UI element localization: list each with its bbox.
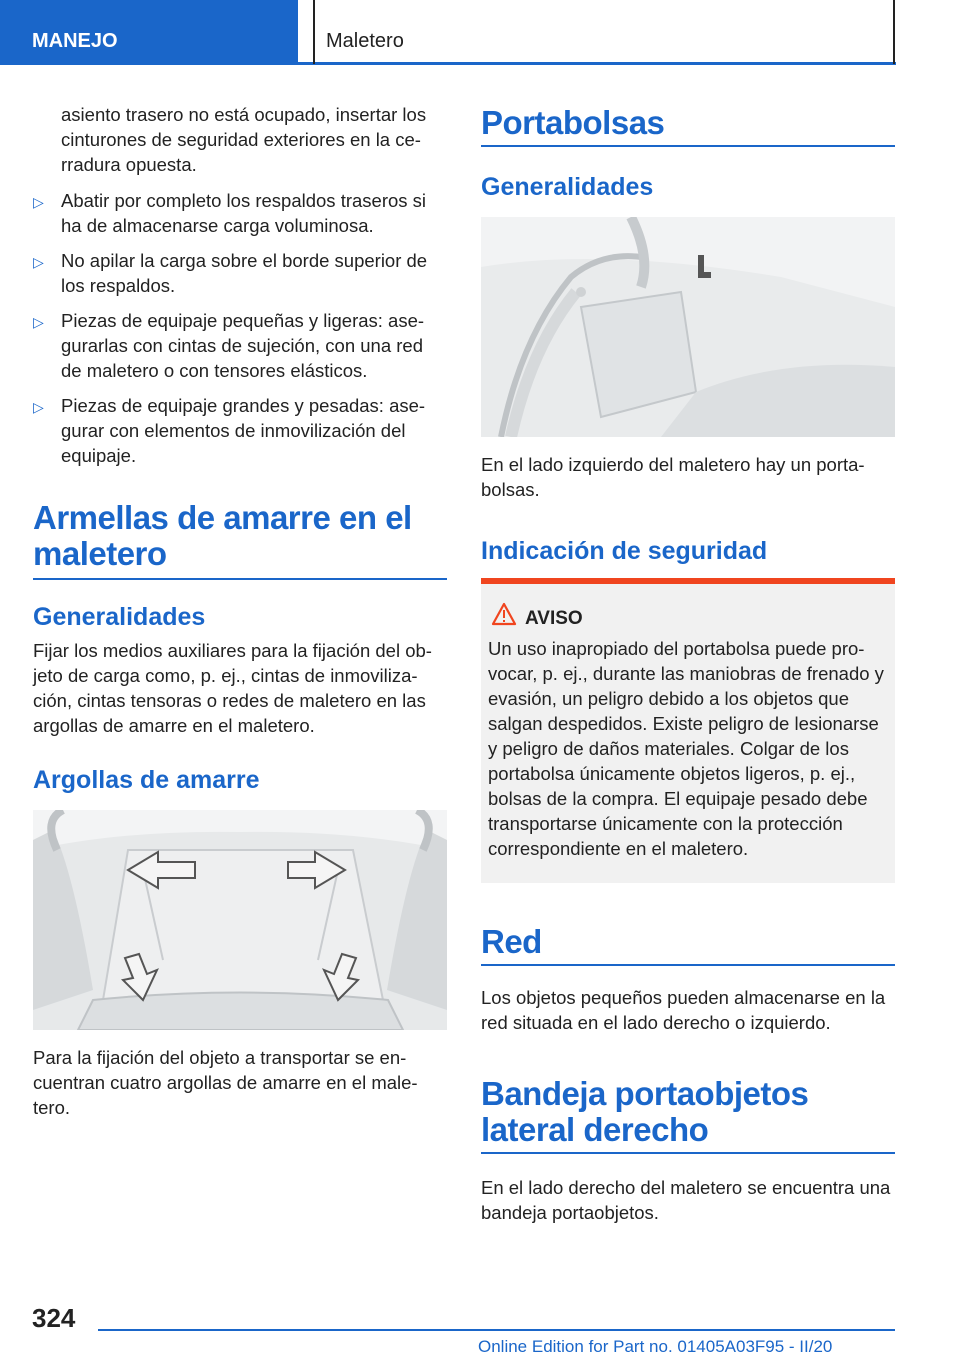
warning-title: AVISO bbox=[525, 608, 583, 629]
triangle-bullet-icon: ▷ bbox=[33, 194, 44, 210]
header-divider bbox=[313, 0, 315, 64]
heading-rule bbox=[33, 578, 447, 580]
warning-accent-bar bbox=[481, 578, 895, 584]
heading-portabolsas: Portabolsas bbox=[481, 105, 895, 147]
section-tab bbox=[0, 0, 298, 65]
heading-red: Red bbox=[481, 924, 895, 966]
list-item: ▷ Piezas de equipaje pequeñas y ligeras: ase-gurarlas con cintas de sujeción, con una red de maletero o con tensores elásticos. bbox=[33, 310, 425, 381]
heading-armellas: Armellas de amarre en el maletero bbox=[33, 500, 447, 580]
triangle-bullet-icon: ▷ bbox=[33, 314, 44, 330]
trunk-lashing-eyes-image bbox=[33, 810, 447, 1030]
list-item: ▷ No apilar la carga sobre el borde superior de los respaldos. bbox=[33, 250, 428, 296]
footer-edition: Online Edition for Part no. 01405A03F95 - II/20 bbox=[478, 1337, 833, 1356]
subheading-generalidades: Generalidades bbox=[33, 603, 206, 631]
red-paragraph: Los objetos pequeños pueden almacenarse en la red situada en el lado derecho o izquierdo. bbox=[481, 987, 886, 1033]
section-title: MANEJO bbox=[32, 30, 118, 52]
heading-rule bbox=[481, 1152, 895, 1154]
triangle-bullet-icon: ▷ bbox=[33, 254, 44, 270]
bandeja-paragraph: En el lado derecho del maletero se encuentra una bandeja portaobjetos. bbox=[481, 1177, 891, 1223]
list-item: ▷ Piezas de equipaje grandes y pesadas: ase-gurar con elementos de inmovilización del equipaje. bbox=[33, 395, 426, 466]
list-item: ▷ Abatir por completo los respaldos traseros si ha de almacenarse carga voluminosa. bbox=[33, 190, 427, 236]
footer-rule bbox=[98, 1329, 895, 1331]
subheading-generalidades-right: Generalidades bbox=[481, 173, 654, 201]
chapter-title: Maletero bbox=[326, 30, 404, 52]
warning-text: Un uso inapropiado del portabolsa puede pro-vocar, p. ej., durante las maniobras de frenado y evasión, un peligro debido a los objetos que salgan despedidos. Existe peligro de lesionarse y peligro de daños materiales. Colgar de los portabolsa únicamente objetos ligeros, p. ej., bolsas de la compra. El equipaje pesado debe transportarse únicamente con la protección correspondiente en el maletero. bbox=[488, 638, 884, 859]
page-number: 324 bbox=[32, 1303, 76, 1333]
header-rule bbox=[298, 62, 896, 65]
argollas-paragraph: Para la fijación del objeto a transportar se en-cuentran cuatro argollas de amarre en el male-tero. bbox=[33, 1047, 418, 1118]
generalidades-paragraph: Fijar los medios auxiliares para la fijación del ob-jeto de carga como, p. ej., cintas de inmoviliza-ción, cintas tensoras o redes de maletero en las argollas de amarre en el maletero. bbox=[33, 640, 432, 736]
portabolsas-paragraph: En el lado izquierdo del maletero hay un porta-bolsas. bbox=[481, 454, 865, 500]
bag-hook-image bbox=[481, 217, 895, 437]
heading-bandeja: Bandeja portaobjetos lateral derecho bbox=[481, 1076, 895, 1154]
heading-rule bbox=[481, 964, 895, 966]
warning-triangle-icon bbox=[491, 602, 517, 626]
heading-rule bbox=[481, 145, 895, 147]
subheading-argollas: Argollas de amarre bbox=[33, 766, 260, 794]
intro-paragraph: asiento trasero no está ocupado, insertar los cinturones de seguridad exteriores en la ce-rradura opuesta. bbox=[61, 104, 427, 175]
header-divider-right bbox=[893, 0, 895, 64]
bullet-list bbox=[33, 188, 443, 478]
triangle-bullet-icon: ▷ bbox=[33, 399, 44, 415]
subheading-seguridad: Indicación de seguridad bbox=[481, 537, 768, 565]
warning-box bbox=[481, 578, 895, 883]
